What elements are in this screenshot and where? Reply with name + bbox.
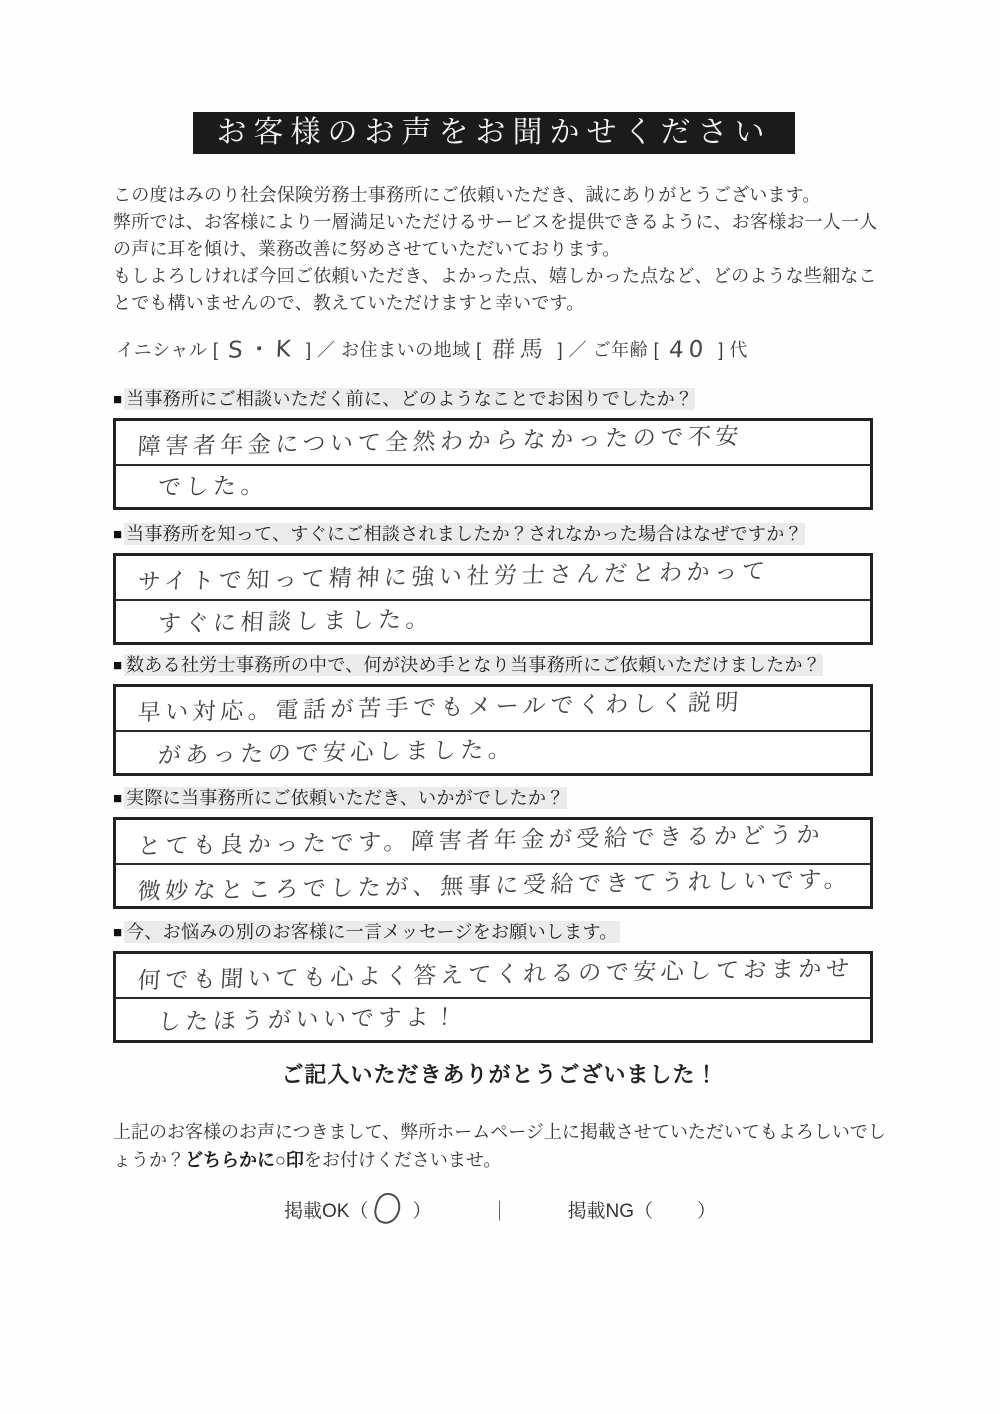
form-title-banner: お客様のお声をお聞かせください xyxy=(193,112,795,154)
handwritten-answer: 早い対応。電話が苦手でもメールでくわしく説明 xyxy=(137,689,744,727)
handwritten-answer: 微妙なところでしたが、無事に受給できてうれしいです。 xyxy=(136,866,853,906)
handwritten-answer: すぐに相談しました。 xyxy=(157,606,434,638)
answer-line-2 xyxy=(116,599,870,642)
answer-line-2 xyxy=(116,464,870,507)
question-section-2 xyxy=(113,520,873,645)
question-label xyxy=(113,918,873,944)
answer-line-2 xyxy=(116,863,870,906)
answer-line-1 xyxy=(116,820,870,863)
question-label xyxy=(113,651,873,677)
handwritten-answer: があったので安心しました。 xyxy=(157,736,517,770)
profile-row xyxy=(116,332,896,368)
answer-line-1 xyxy=(116,556,870,599)
answer-line-2 xyxy=(116,730,870,773)
intro-paragraph-3: もしよろしければ今回ご依頼いただき、よかった点、嬉しかった点など、どのような些細なことでも構いませんので、教えていただけますと幸いです。 xyxy=(113,266,877,313)
answer-box xyxy=(113,684,873,776)
answer-line-1 xyxy=(116,687,870,730)
paren-open: （ xyxy=(633,1200,653,1222)
question-label xyxy=(113,385,873,411)
answer-box xyxy=(113,951,873,1043)
handwritten-answer: 何でも聞いても心よく答えてくれるので安心しておまかせ xyxy=(136,955,855,995)
publish-permission-text xyxy=(113,1118,893,1174)
square-bullet-icon: ■ xyxy=(113,391,123,408)
publish-ng-label: 掲載NG xyxy=(567,1200,634,1222)
question-label xyxy=(113,784,873,810)
answer-line-2 xyxy=(116,997,870,1040)
question-section-4 xyxy=(113,784,873,909)
age-suffix: ] 代 xyxy=(718,340,748,360)
age-label: ] ／ ご年齢 [ xyxy=(557,340,660,360)
intro-text xyxy=(113,182,891,317)
permission-text-before: 上記のお客様のお声につきまして、弊所ホームページ上に掲載させていただいてもよろしいでしょうか？ xyxy=(113,1122,886,1170)
square-bullet-icon: ■ xyxy=(113,657,123,674)
square-bullet-icon: ■ xyxy=(113,790,123,807)
permission-text-bold: どちらかに○印 xyxy=(185,1150,304,1170)
paren-close: ） xyxy=(697,1200,717,1222)
handwritten-answer: とても良かったです。障害者年金が受給できるかどうか xyxy=(136,822,825,860)
answer-line-1 xyxy=(116,421,870,464)
paren-close: ） xyxy=(412,1200,432,1222)
answer-box xyxy=(113,817,873,909)
intro-paragraph-2: 弊所では、お客様により一層満足いただけるサービスを提供できるように、お客様お一人一人の声に耳を傾け、業務改善に努めさせていただいております。 xyxy=(113,212,878,259)
question-text: 当事務所を知って、すぐにご相談されましたか？されなかった場合はなぜですか？ xyxy=(126,524,803,544)
region-value: 群馬 xyxy=(490,336,549,364)
publish-ng-option xyxy=(567,1192,716,1226)
divider-bar: ｜ xyxy=(489,1200,510,1223)
handwritten-answer: したほうがいいですよ！ xyxy=(157,1004,462,1036)
permission-text-after: をお付けくださいませ。 xyxy=(303,1150,502,1170)
square-bullet-icon: ■ xyxy=(113,924,123,941)
handwritten-answer: サイトで知って精神に強い社労士さんだとわかって xyxy=(137,558,770,596)
question-section-1 xyxy=(113,385,873,510)
answer-line-1 xyxy=(116,954,870,997)
question-text: 今、お悩みの別のお客様に一言メッセージをお願いします。 xyxy=(126,922,618,942)
publish-choice-row xyxy=(0,1192,1000,1226)
handwritten-answer: でした。 xyxy=(157,473,269,501)
publish-ok-option xyxy=(284,1192,431,1226)
answer-box xyxy=(113,553,873,645)
thanks-heading: ご記入いただきありがとうございました！ xyxy=(281,1062,719,1087)
answer-box xyxy=(113,418,873,510)
question-text: 当事務所にご相談いただく前に、どのようなことでお困りでしたか？ xyxy=(126,389,694,409)
initial-value: S・K xyxy=(227,336,297,364)
handwritten-circle-mark xyxy=(372,1190,404,1226)
ng-mark-slot xyxy=(653,1192,697,1226)
publish-ok-label: 掲載OK xyxy=(283,1200,350,1222)
paren-open: （ xyxy=(349,1200,369,1222)
intro-paragraph-1: この度はみのり社会保険労務士事務所にご依頼いただき、誠にありがとうございます。 xyxy=(113,185,821,205)
question-section-5 xyxy=(113,918,873,1043)
handwritten-answer: 障害者年金について全然わからなかったので不安 xyxy=(137,423,744,461)
region-label: ] ／ お住まいの地域 [ xyxy=(306,340,482,360)
question-section-3 xyxy=(113,651,873,776)
question-text: 数ある社労士事務所の中で、何が決め手となり当事務所にご依頼いただけましたか？ xyxy=(126,655,822,675)
age-value: 40 xyxy=(668,336,710,364)
square-bullet-icon: ■ xyxy=(113,526,123,543)
initial-label: イニシャル [ xyxy=(116,340,219,360)
question-text: 実際に当事務所にご依頼いただき、いかがでしたか？ xyxy=(126,788,565,808)
question-label xyxy=(113,520,873,546)
ok-mark-slot xyxy=(368,1192,412,1226)
